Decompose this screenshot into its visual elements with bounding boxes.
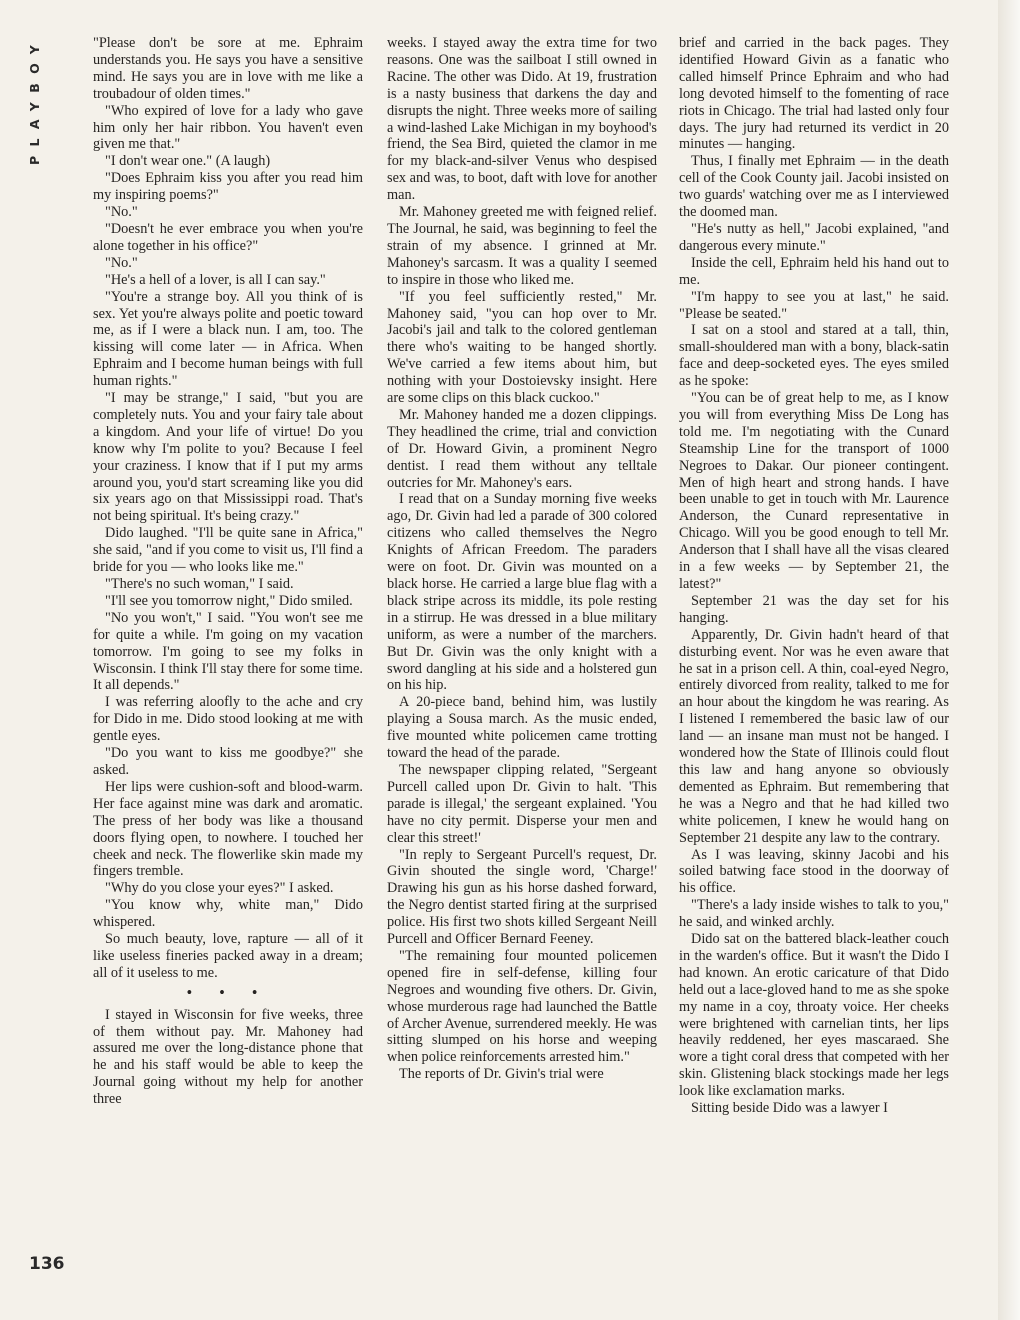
paragraph: "Do you want to kiss me goodbye?" she asked.	[93, 745, 363, 778]
section-break: • • •	[186, 984, 270, 1001]
magazine-masthead: PLAYBOY	[27, 36, 42, 166]
paragraph: "You're a strange boy. All you think of is sex. Yet you're always polite and poetic toward me, as if I were a black nun. I am, too. The kissing will come later — in Africa. When Ephraim and I become human beings with full human rights."	[93, 288, 363, 390]
paragraph: "The remaining four mounted policemen opened fire in self-defense, killing four Negroes and wounding five others. Dr. Givin, whose murderous rage had launched the Battle of Archer Avenue, surrendered meekly. He was sitting slumped on his horse and weeping when police reinforcements arrested him."	[387, 947, 657, 1066]
paragraph: "I'll see you tomorrow night," Dido smiled.	[105, 592, 353, 609]
paragraph: Apparently, Dr. Givin hadn't heard of that disturbing event. Nor was he even aware that he sat in a prison cell. A thin, coal-eyed Negro, entirely divorced from reality, talked to me for an hour about the kingdom he was rearing. As I listened I remembered the basic law of our land — an insane man must not be hanged. I wondered how the State of Illinois could flout this law and hang anyone so obviously demented as Ephraim. But remembering that he was a Negro and that he had killed two white policemen, I knew he would hang on September 21 despite any law to the contrary.	[679, 626, 949, 846]
paragraph: "Doesn't he ever embrace you when you're alone together in his office?"	[93, 220, 363, 254]
paragraph: "I don't wear one." (A laugh)	[105, 153, 271, 170]
paragraph: "I may be strange," I said, "but you are completely nuts. You and your fairy tale about a kingdom. And your life of virtue! Do you know why I'm polite to you? Because I feel your craziness. I know that if I put my arms around you, you'd start screaming like you did six years ago on that Mississippi road. That's not being spiritual. It's being crazy."	[93, 390, 363, 525]
paragraph: Her lips were cushion-soft and blood-warm. Her face against mine was dark and aromatic. The press of her body was like a thousand doors flying open, to nowhere. I touched her cheek and neck. The flowerlike skin made my fingers tremble.	[93, 778, 363, 880]
paragraph: Dido sat on the battered black-leather couch in the warden's office. But it wasn't the Dido I had known. An erotic caricature of that Dido held out a lace-gloved hand to me as she spoke my name in a coy, throaty voice. Her cheeks were brightened with carnelian tints, her lips heavily reddened, her eyes mascaraed. She wore a tight coral dress that competed with her skin. Glistening black stockings made her legs look like exclamation marks.	[679, 931, 949, 1100]
paragraph: I stayed in Wisconsin for five weeks, three of them without pay. Mr. Mahoney had assured me over the long-distance phone that he and his staff would be able to keep the Journal going without my help for another three	[93, 1006, 363, 1108]
page-number: 136	[29, 1254, 65, 1274]
paragraph: "There's no such woman," I said.	[105, 576, 294, 592]
article-column-3	[679, 35, 949, 1117]
paragraph: "There's a lady inside wishes to talk to you," he said, and winked archly.	[679, 897, 949, 931]
paragraph: "No you won't," I said. "You won't see me for quite a while. I'm going on my vacation tomorrow. I'm going to see my folks in Wisconsin. I think I'll stay there for some time. It all depends."	[93, 609, 363, 694]
paragraph: Sitting beside Dido was a lawyer I	[691, 1100, 888, 1117]
article-column-2	[387, 35, 657, 1083]
article-column-1	[93, 35, 363, 1108]
paragraph: "You know why, white man," Dido whispered.	[93, 897, 363, 931]
paragraph: Thus, I finally met Ephraim — in the death cell of the Cook County jail. Jacobi insisted on two guards' watching over me as I interviewed the doomed man.	[679, 153, 949, 221]
paragraph: "No."	[105, 204, 138, 221]
paragraph: A 20-piece band, behind him, was lustily playing a Sousa march. As the music ended, five mounted white policemen came trotting toward the head of the parade.	[387, 694, 657, 762]
paragraph: "Please don't be sore at me. Ephraim understands you. He says you have a sensitive mind. He says you are in love with me like a troubadour of olden times."	[93, 35, 363, 102]
paragraph: So much beauty, love, rapture — all of it like useless fineries packed away in a dream; all of it useless to me.	[93, 931, 363, 981]
paragraph: I read that on a Sunday morning five weeks ago, Dr. Givin had led a parade of 300 colored citizens who called themselves the Negro Knights of African Freedom. The paraders were on foot. Dr. Givin was mounted on a black horse. He carried a large blue flag with a black stripe across its middle, its pole resting in a stirrup. He was dressed in a blue military uniform, as were a number of the marchers. But Dr. Givin was the only knight with a sword dangling at his side and a holstered gun on his hip.	[387, 491, 657, 694]
page-edge	[998, 0, 1020, 1320]
paragraph: "If you feel sufficiently rested," Mr. Mahoney said, "you can hop over to Mr. Jacobi's jail and talk to the colored gentleman there who's waiting to be hanged shortly. We've carried a few items about him, but nothing with your Dostoievsky insight. Here are some clips on this black cuckoo."	[387, 288, 657, 407]
paragraph: "He's a hell of a lover, is all I can say."	[105, 271, 326, 288]
paragraph: "Why do you close your eyes?" I asked.	[105, 880, 334, 897]
paragraph: "In reply to Sergeant Purcell's request, Dr. Givin shouted the single word, 'Charge!' Drawing his gun as his horse dashed forward, the Negro dentist started firing at the surprised police. His first two shots killed Sergeant Neill Purcell and Officer Bernard Feeney.	[387, 846, 657, 948]
paragraph: Mr. Mahoney handed me a dozen clippings. They headlined the crime, trial and conviction of Dr. Howard Givin, a prominent Negro dentist. I read them without any telltale outcries for Mr. Mahoney's ears.	[387, 406, 657, 491]
paragraph: "Does Ephraim kiss you after you read him my inspiring poems?"	[93, 170, 363, 204]
paragraph: As I was leaving, skinny Jacobi and his soiled batwing face stood in the doorway of his office.	[679, 846, 949, 897]
paragraph: "Who expired of love for a lady who gave him only her hair ribbon. You haven't even given me that."	[93, 102, 363, 153]
paragraph: Mr. Mahoney greeted me with feigned relief. The Journal, he said, was beginning to feel the strain of my absence. I grinned at Mr. Mahoney's sarcasm. It was a quality I seemed to inspire in those who liked me.	[387, 204, 657, 288]
paragraph: "No."	[105, 254, 138, 271]
paragraph: The newspaper clipping related, "Sergeant Purcell called upon Dr. Givin to halt. 'This parade is illegal,' the sergeant explained. 'You have no city permit. Disperse your men and clear this street!'	[387, 761, 657, 846]
paragraph: brief and carried in the back pages. They identified Howard Givin as a fanatic who called himself Prince Ephraim and who had long devoted himself to the fomenting of race riots in Chicago. The trial had lasted only four days. The jury had returned its verdict in 20 minutes — hanging.	[679, 35, 949, 153]
paragraph: I was referring aloofly to the ache and cry for Dido in me. Dido stood looking at me with gentle eyes.	[93, 694, 363, 745]
paragraph: The reports of Dr. Givin's trial were	[399, 1066, 604, 1083]
paragraph: Inside the cell, Ephraim held his hand out to me.	[679, 254, 949, 288]
paragraph: weeks. I stayed away the extra time for two reasons. One was the sailboat I still owned in Racine. The other was Dido. At 19, frustration is a nasty business that darkens the day and disrupts the night. Three weeks more of sailing a wind-lashed Lake Michigan in my boyhood's friend, the Sea Bird, quieted the clamor in me for my black-and-silver Venus who despised sex and was, to boot, daft with love for another man.	[387, 35, 657, 204]
paragraph: "You can be of great help to me, as I know you will from everything Miss De Long has told me. I'm negotiating with the Cunard Steamship Line for the transport of 1000 Negroes to Dakar. Our pioneer contingent. Men of high heart and strong hands. I have been unable to get in touch with Mr. Laurence Anderson, the Cunard representative in Chicago. Will you be good enough to tell Mr. Anderson that I shall have all the visas cleared in a few weeks — by September 21, the latest?"	[679, 390, 949, 592]
paragraph: Dido laughed. "I'll be quite sane in Africa," she said, "and if you come to visit us, I'll find a bride for you — who looks like me."	[93, 525, 363, 576]
paragraph: "I'm happy to see you at last," he said. "Please be seated."	[679, 288, 949, 322]
paragraph: "He's nutty as hell," Jacobi explained, "and dangerous every minute."	[679, 220, 949, 254]
paragraph: September 21 was the day set for his hanging.	[679, 592, 949, 626]
paragraph: I sat on a stool and stared at a tall, thin, small-shouldered man with a bony, black-satin face and deep-socketed eyes. The eyes smiled as he spoke:	[679, 322, 949, 390]
